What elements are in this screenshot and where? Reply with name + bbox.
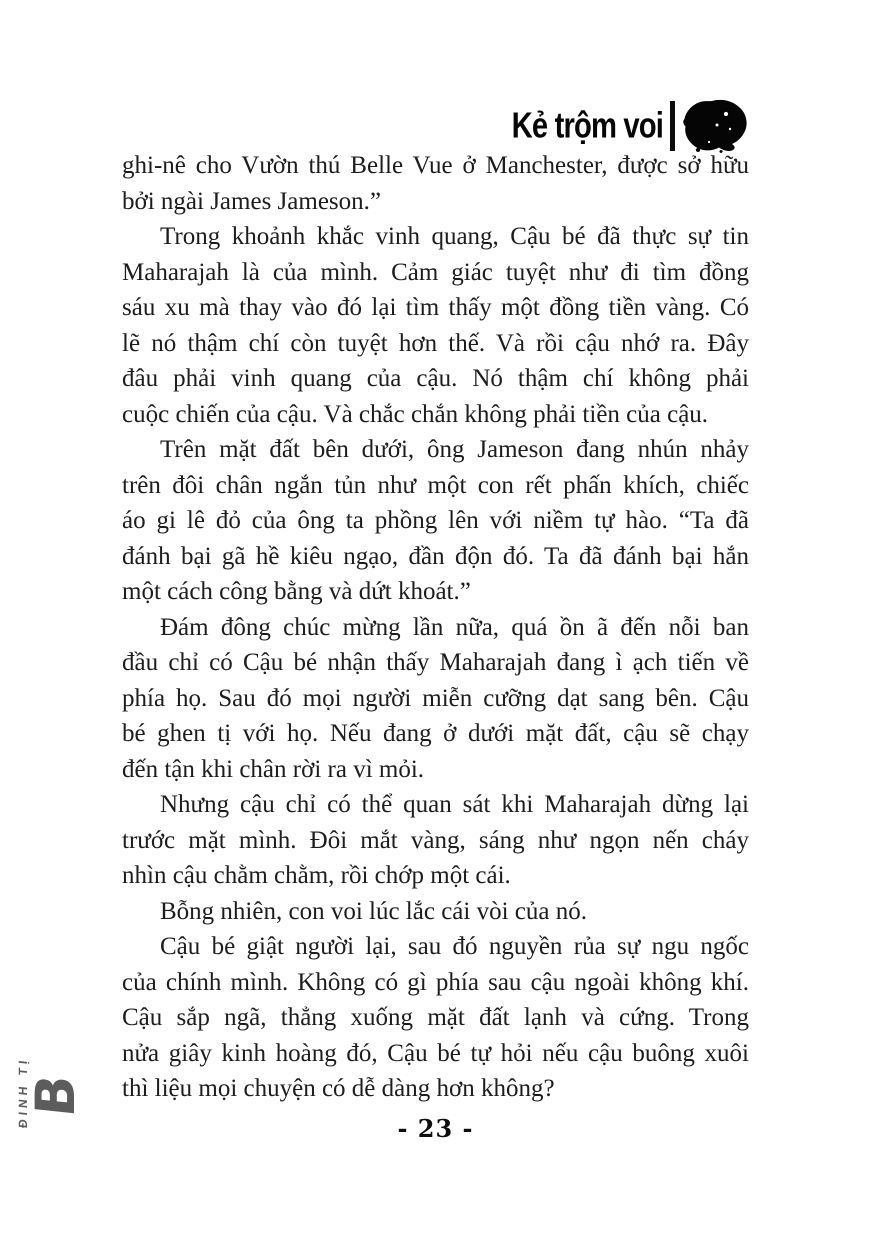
publisher-logo-rotated-group <box>15 1049 87 1142</box>
text-line: bé ghen tị với họ. Nếu đang ở dưới mặt đất, cậu sẽ chạy <box>122 720 749 747</box>
text-line: Trên mặt đất bên dưới, ông Jameson đang nhún nhảy <box>160 436 749 463</box>
text-line: Cậu bé giật người lại, sau đó nguyền rủa sự ngu ngốc <box>160 933 749 960</box>
text-line: sáu xu mà thay vào đó lại tìm thấy một đồng tiền vàng. Có <box>122 294 749 321</box>
text-line: đầu chỉ có Cậu bé nhận thấy Maharajah đang ì ạch tiến về <box>122 649 749 676</box>
text-line: bởi ngài James Jameson.” <box>122 187 381 215</box>
text-line: một cách công bằng và dứt khoát.” <box>122 578 471 605</box>
page-number: - 23 - <box>397 1114 474 1143</box>
text-line: trên đôi chân ngắn tủn như một con rết phấn khích, chiếc <box>122 471 749 499</box>
text-line: phía họ. Sau đó mọi người miễn cưỡng dạt sang bên. Cậu <box>122 684 749 712</box>
publisher-monogram-icon: B <box>23 1071 87 1120</box>
text-line: đến tận khi chân rời ra vì mỏi. <box>122 755 425 783</box>
elephant-blob-icon <box>682 98 748 154</box>
text-line: Cậu sắp ngã, thẳng xuống mặt đất lạnh và cứng. Trong <box>122 1004 749 1031</box>
text-line: đâu phải vinh quang của cậu. Nó thậm chí không phải <box>122 365 749 392</box>
text-line: nửa giây kinh hoàng đó, Cậu bé tự hỏi nếu cậu buông xuôi <box>122 1039 749 1067</box>
text-line: áo gi lê đỏ của ông ta phồng lên với niềm tự hào. “Ta đã <box>122 507 749 534</box>
text-line: thì liệu mọi chuyện có dễ dàng hơn không? <box>122 1075 555 1102</box>
text-line: Maharajah là của mình. Cảm giác tuyệt như đi tìm đồng <box>122 258 749 286</box>
text-line: Bỗng nhiên, con voi lúc lắc cái vòi của nó. <box>160 897 587 925</box>
text-line: đánh bại gã hề kiêu ngạo, đần độn đó. Ta đã đánh bại hắn <box>122 542 749 570</box>
text-line: cuộc chiến của cậu. Và chắc chắn không phải tiền của cậu. <box>122 400 709 428</box>
text-line: của chính mình. Không có gì phía sau cậu ngoài không khí. <box>122 968 749 996</box>
text-line: lẽ nó thậm chí còn tuyệt hơn thế. Và rồi cậu nhớ ra. Đây <box>122 329 749 357</box>
page-body <box>122 148 749 1107</box>
running-head-title: Kẻ trộm voi <box>511 105 663 146</box>
running-header <box>487 98 748 154</box>
header-divider <box>670 101 675 151</box>
text-line: ghi-nê cho Vườn thú Belle Vue ở Manchester, được sở hữu <box>122 152 749 179</box>
text-line: Nhưng cậu chỉ có thể quan sát khi Maharajah dừng lại <box>160 791 749 818</box>
publisher-logo <box>15 1050 87 1140</box>
text-line: Đám đông chúc mừng lần nữa, quá ồn ã đến nỗi ban <box>160 613 749 641</box>
text-line: trước mặt mình. Đôi mắt vàng, sáng như ngọn nến cháy <box>122 826 749 854</box>
text-line: nhìn cậu chằm chằm, rồi chớp một cái. <box>122 862 511 889</box>
text-line: Trong khoảnh khắc vinh quang, Cậu bé đã thực sự tin <box>160 223 749 250</box>
publisher-name: ĐINH TỊ <box>15 1055 30 1129</box>
